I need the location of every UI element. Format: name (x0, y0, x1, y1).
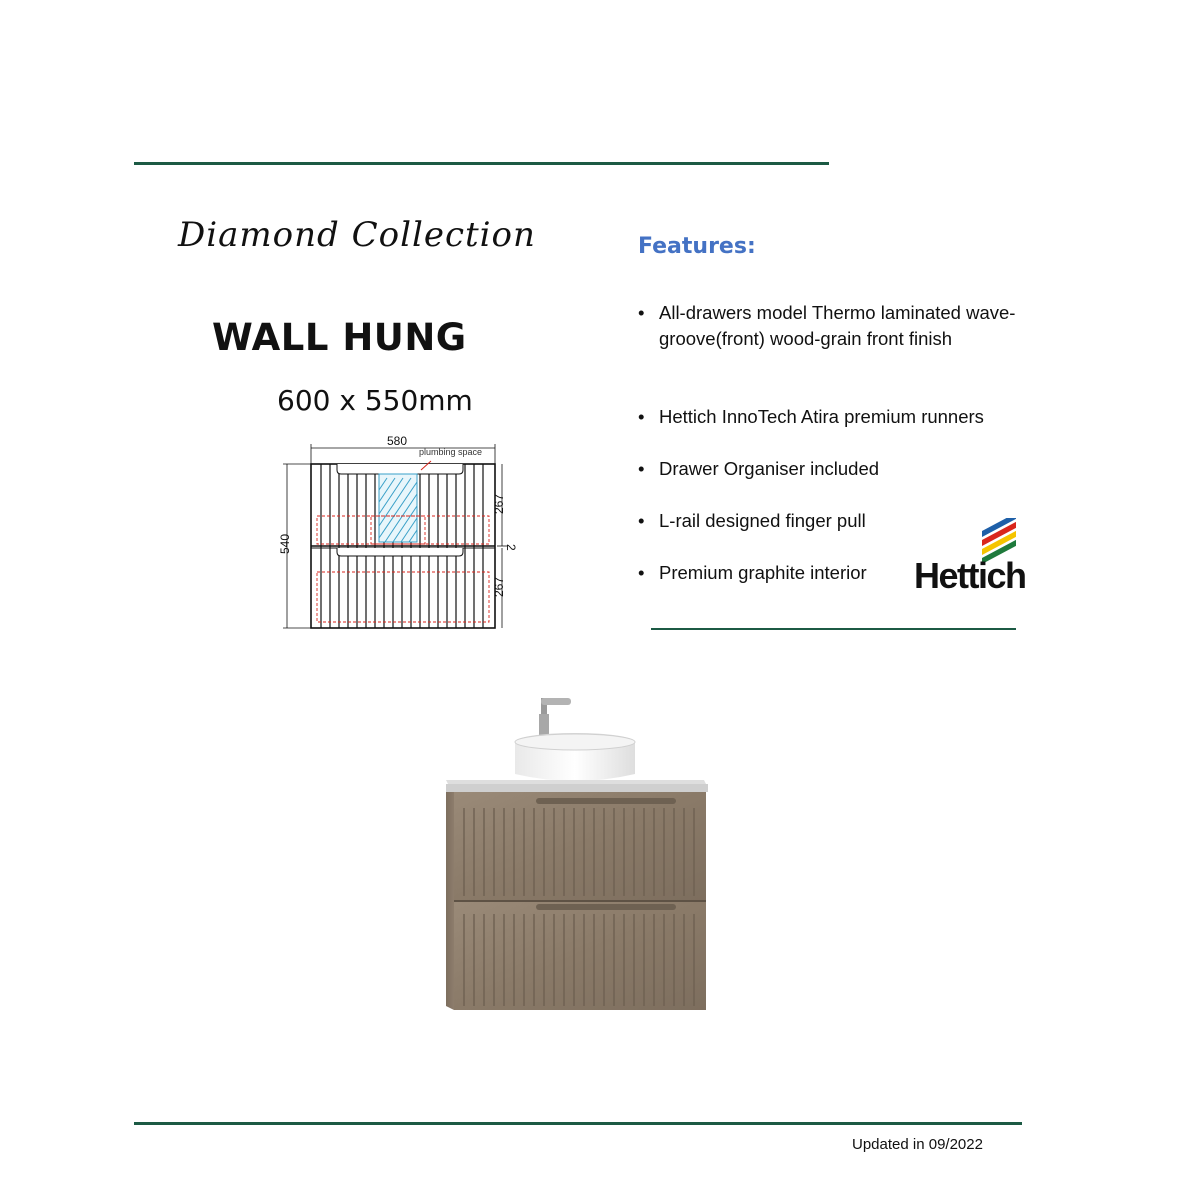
middle-divider (651, 628, 1016, 630)
feature-item: • All-drawers model Thermo laminated wave-groove(front) wood-grain front finish (636, 300, 1019, 352)
feature-item: • Premium graphite interior (636, 560, 929, 586)
feature-item: • Hettich InnoTech Atira premium runners (636, 404, 1059, 430)
brand-script-title: Diamond Collection (178, 215, 536, 255)
hettich-logo (912, 518, 1030, 592)
width-dimension: 580 (387, 434, 408, 448)
gap-dimension: 2 (504, 544, 518, 551)
vanity-product-image (440, 690, 720, 1020)
technical-drawing (275, 430, 525, 635)
updated-date: Updated in 09/2022 (852, 1136, 983, 1153)
bottom-divider (134, 1122, 1022, 1125)
product-title: WALL HUNG (212, 316, 467, 359)
top-divider (134, 162, 829, 165)
drawer-top-dimension: 267 (492, 493, 506, 514)
feature-item: • Drawer Organiser included (636, 456, 1019, 482)
feature-item: • L-rail designed finger pull (636, 508, 1019, 534)
plumbing-space-label: plumbing space (419, 447, 483, 457)
height-dimension: 540 (278, 533, 292, 554)
hettich-logo-text: Hettich (914, 555, 1026, 592)
drawer-bottom-dimension: 267 (492, 576, 506, 597)
product-size: 600 x 550mm (277, 384, 473, 417)
features-heading: Features: (638, 234, 756, 259)
